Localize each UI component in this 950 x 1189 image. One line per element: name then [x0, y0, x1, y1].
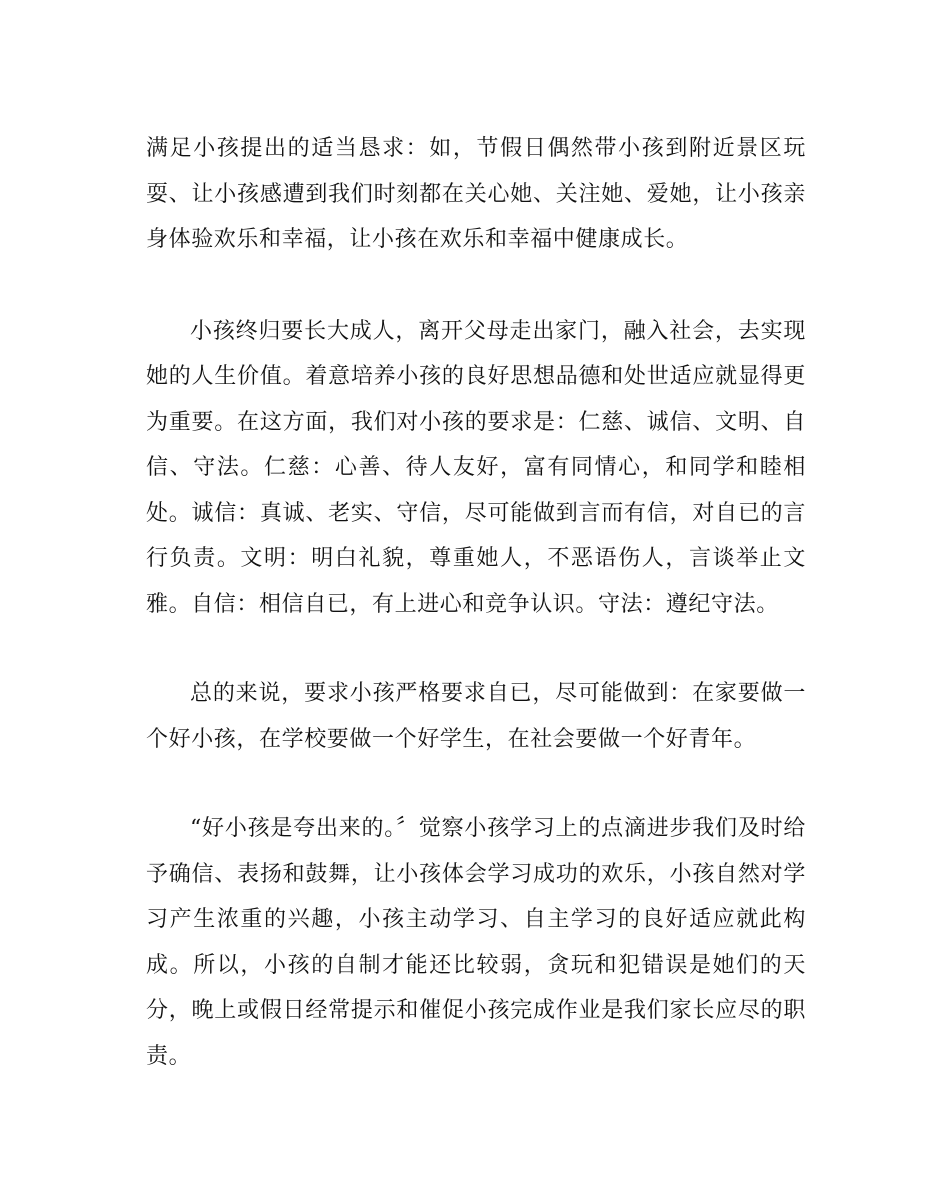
paragraph-1: 满足小孩提出的适当恳求：如，节假日偶然带小孩到附近景区玩耍、让小孩感遭到我们时刻都在关心她、关注她、爱她，让小孩亲身体验欢乐和幸福，让小孩在欢乐和幸福中健康成长。: [146, 136, 806, 252]
paragraph-2: 小孩终归要长大成人，离开父母走出家门，融入社会，去实现她的人生价值。着意培养小孩的良好思想品德和处世适应就显得更为重要。在这方面，我们对小孩的要求是：仁慈、诚信、文明、自信、守法。仁慈：心善、待人友好，富有同情心，和同学和睦相处。诚信：真诚、老实、守信，尽可能做到言而有信，对自已的言行负责。文明：明白礼貌，尊重她人，不恶语伤人，言谈举止文雅。自信：相信自已，有上进心和竞争认识。守法：遵纪守法。: [146, 318, 806, 617]
paragraph-3: 总的来说，要求小孩严格要求自已，尽可能做到：在家要做一个好小孩，在学校要做一个好学生，在社会要做一个好青年。: [146, 681, 806, 752]
paragraph-4: “好小孩是夸出来的。〞觉察小孩学习上的点滴进步我们及时给予确信、表扬和鼓舞，让小孩体会学习成功的欢乐，小孩自然对学习产生浓重的兴趣，小孩主动学习、自主学习的良好适应就此构成。所以，小孩的自制才能还比较弱，贪玩和犯错误是她们的天分，晚上或假日经常提示和催促小孩完成作业是我们家长应尽的职责。: [146, 816, 806, 1069]
document-body: [146, 126, 806, 1079]
